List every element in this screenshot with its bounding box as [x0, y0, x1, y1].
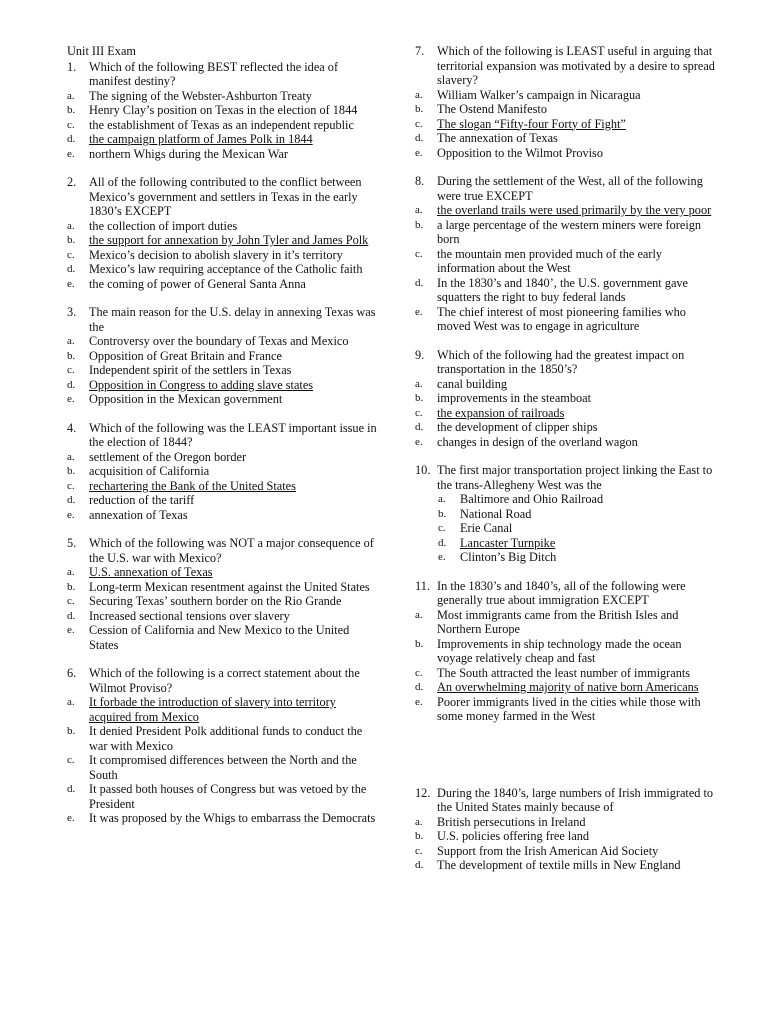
option-text: William Walker’s campaign in Nicaragua: [437, 87, 641, 102]
question-2: [67, 175, 379, 291]
option-text-correct: The slogan “Fifty-four Forty of Fight”: [437, 116, 626, 131]
option-label: c.: [67, 479, 75, 492]
option-label: b.: [67, 349, 76, 362]
option-label: c.: [415, 117, 423, 130]
option-label: e.: [67, 624, 75, 636]
option-label: b.: [415, 637, 424, 650]
option-text: The South attracted the least number of immigrants: [437, 665, 691, 680]
answer-option: [67, 811, 379, 826]
option-text: It was proposed by the Whigs to embarrass the Democrats: [89, 811, 376, 825]
option-text: Opposition in the Mexican government: [89, 392, 283, 406]
question-number: 3.: [67, 305, 77, 319]
option-label: e.: [67, 277, 75, 290]
answer-option: [67, 782, 379, 811]
question-text: All of the following contributed to the conflict between Mexico’s government and settlers in Texas in the early 1830’s EXCEPT: [89, 175, 362, 218]
question-9: [415, 348, 715, 450]
option-text: The chief interest of most pioneering families who moved West was to engage in agriculture: [437, 304, 686, 333]
option-label: e.: [67, 147, 75, 160]
option-text: Erie Canal: [460, 521, 513, 535]
left-column: [67, 44, 379, 840]
option-label: e.: [415, 146, 423, 159]
right-question-list: [415, 44, 715, 873]
option-text: In the 1830’s and 1840’, the U.S. government gave squatters the right to buy federal lands: [437, 275, 689, 304]
answer-option: [67, 277, 379, 292]
option-label: a.: [415, 88, 423, 101]
answer-option: [67, 147, 379, 162]
option-text: The development of textile mills in New England: [437, 858, 681, 872]
option-text: The signing of the Webster-Ashburton Treaty: [89, 88, 312, 103]
option-text: Most immigrants came from the British Isles and Northern Europe: [437, 607, 679, 636]
question-number: 9.: [415, 347, 425, 362]
option-text: Improvements in ship technology made the ocean voyage relatively cheap and fast: [437, 636, 682, 665]
option-label: c.: [67, 364, 75, 376]
answer-option: [415, 203, 715, 218]
question-text: In the 1830’s and 1840’s, all of the following were generally true about immigration EXCEPT: [437, 578, 686, 607]
question-text: During the 1840’s, large numbers of Irish immigrated to the United States mainly because of: [437, 785, 714, 814]
option-text: acquisition of California: [89, 464, 210, 478]
question-stem: [415, 579, 715, 608]
option-label: a.: [438, 493, 446, 505]
question-7: [415, 44, 715, 160]
option-label: a.: [67, 89, 75, 102]
answer-option: [415, 276, 715, 305]
option-label: e.: [67, 812, 75, 824]
answer-option: [67, 623, 379, 652]
option-label: a.: [67, 219, 75, 232]
option-label: d.: [415, 276, 424, 289]
option-text: The annexation of Texas: [437, 131, 558, 145]
option-label: c.: [415, 844, 423, 857]
option-text-correct: the campaign platform of James Polk in 1844: [89, 132, 313, 146]
option-label: b.: [415, 392, 424, 404]
answer-option: [415, 131, 715, 146]
answer-option: [415, 550, 715, 565]
answer-option: [67, 118, 379, 133]
answer-option: [415, 102, 715, 117]
option-text: National Road: [460, 506, 532, 521]
option-label: d.: [67, 609, 76, 622]
right-column: [415, 44, 715, 887]
answer-option: [415, 218, 715, 247]
question-12: [415, 786, 715, 873]
answer-option: [67, 609, 379, 624]
option-text: Opposition to the Wilmot Proviso: [437, 145, 603, 160]
answer-option: [67, 464, 379, 479]
answer-option: [415, 536, 715, 551]
option-text: Securing Texas’ southern border on the Rio Grande: [89, 594, 342, 608]
answer-option: [415, 391, 715, 406]
option-label: d.: [67, 783, 76, 795]
question-number: 8.: [415, 174, 425, 188]
option-label: b.: [67, 234, 76, 246]
answer-option: [67, 219, 379, 234]
answer-option: [67, 378, 379, 393]
option-text: It denied President Polk additional funds to conduct the war with Mexico: [89, 724, 363, 753]
question-text: Which of the following is a correct statement about the Wilmot Proviso?: [89, 666, 360, 695]
question-number: 1.: [67, 59, 77, 74]
option-text: Henry Clay’s position on Texas in the election of 1844: [89, 103, 358, 117]
option-text: settlement of the Oregon border: [89, 449, 247, 464]
option-label: b.: [415, 218, 424, 231]
answer-option: [415, 680, 715, 695]
option-text: the coming of power of General Santa Anna: [89, 276, 306, 291]
option-label: d.: [415, 681, 424, 693]
answer-option: [415, 858, 715, 873]
question-3: [67, 305, 379, 407]
option-text: British persecutions in Ireland: [437, 814, 586, 829]
question-stem: [67, 536, 379, 565]
question-number: 12.: [415, 785, 431, 800]
option-label: d.: [415, 132, 424, 144]
option-text: the establishment of Texas as an independent republic: [89, 117, 354, 132]
answer-option: [67, 262, 379, 277]
question-text: Which of the following was the LEAST important issue in the election of 1844?: [89, 420, 377, 449]
option-label: e.: [415, 695, 423, 708]
option-label: a.: [67, 696, 75, 708]
option-text: Independent spirit of the settlers in Texas: [89, 363, 292, 377]
option-label: d.: [67, 494, 76, 506]
option-text: annexation of Texas: [89, 507, 188, 522]
question-text: Which of the following is LEAST useful in arguing that territorial expansion was motivated by a desire to spread slavery?: [437, 44, 715, 87]
answer-option: [415, 247, 715, 276]
question-8: [415, 174, 715, 334]
option-label: a.: [415, 377, 423, 390]
option-label: e.: [67, 508, 75, 521]
option-label: c.: [415, 666, 423, 679]
option-label: a.: [67, 566, 75, 578]
option-label: b.: [415, 103, 424, 115]
question-stem: [67, 60, 379, 89]
answer-option: [67, 363, 379, 378]
option-label: b.: [415, 830, 424, 842]
answer-option: [415, 420, 715, 435]
option-label: b.: [67, 580, 76, 593]
option-text: Mexico’s law requiring acceptance of the Catholic faith: [89, 262, 363, 276]
option-label: e.: [415, 435, 423, 448]
option-text: It passed both houses of Congress but was vetoed by the President: [89, 782, 367, 811]
option-text-correct: the overland trails were used primarily by the very poor: [437, 203, 712, 217]
option-text: Clinton’s Big Ditch: [460, 550, 557, 564]
option-text: the collection of import duties: [89, 218, 238, 233]
answer-option: [415, 117, 715, 132]
question-stem: [67, 421, 379, 450]
option-label: a.: [67, 335, 75, 347]
question-4: [67, 421, 379, 523]
option-text: Poorer immigrants lived in the cities while those with some money farmed in the West: [437, 694, 701, 723]
question-number: 10.: [415, 463, 431, 477]
option-label: e.: [415, 305, 423, 318]
question-number: 6.: [67, 666, 77, 680]
answer-option: [415, 521, 715, 536]
question-stem: [415, 348, 715, 377]
option-text-correct: It forbade the introduction of slavery into territory acquired from Mexico: [89, 695, 336, 724]
option-label: a.: [415, 608, 423, 621]
answer-option: [67, 392, 379, 407]
option-text: Long-term Mexican resentment against the United States: [89, 579, 370, 594]
answer-option: [415, 305, 715, 334]
option-label: b.: [438, 507, 447, 520]
option-text: Increased sectional tensions over slavery: [89, 608, 290, 623]
option-text: changes in design of the overland wagon: [437, 434, 638, 449]
answer-option: [67, 724, 379, 753]
question-11: [415, 579, 715, 724]
option-text: Cession of California and New Mexico to the United States: [89, 623, 350, 652]
option-text-correct: U.S. annexation of Texas: [89, 565, 213, 579]
option-text-correct: Opposition in Congress to adding slave states: [89, 377, 314, 392]
question-number: 11.: [415, 578, 430, 593]
question-number: 2.: [67, 175, 77, 189]
option-text: Opposition of Great Britain and France: [89, 348, 282, 363]
question-6: [67, 666, 379, 826]
answer-option: [67, 565, 379, 580]
option-label: c.: [67, 754, 75, 766]
question-stem: [67, 305, 379, 334]
option-label: c.: [67, 118, 75, 131]
answer-option: [67, 580, 379, 595]
answer-option: [415, 507, 715, 522]
option-text: Baltimore and Ohio Railroad: [460, 492, 604, 506]
question-text: The first major transportation project linking the East to the trans-Allegheny West was the: [437, 463, 713, 492]
answer-option: [67, 493, 379, 508]
option-text: canal building: [437, 376, 508, 391]
answer-option: [67, 334, 379, 349]
option-text: The Ostend Manifesto: [437, 102, 547, 116]
option-text: the development of clipper ships: [437, 420, 598, 434]
option-text: northern Whigs during the Mexican War: [89, 146, 289, 161]
option-label: b.: [67, 104, 76, 116]
option-label: d.: [415, 859, 424, 871]
option-label: d.: [67, 263, 76, 275]
option-label: c.: [438, 522, 446, 534]
option-label: e.: [67, 393, 75, 405]
option-label: c.: [67, 248, 75, 261]
answer-option: [67, 508, 379, 523]
option-label: c.: [415, 247, 423, 260]
option-text-correct: An overwhelming majority of native born Americans: [437, 680, 699, 694]
answer-option: [415, 695, 715, 724]
question-1: [67, 60, 379, 162]
question-text: Which of the following BEST reflected the idea of manifest destiny?: [89, 59, 339, 88]
option-label: d.: [438, 536, 447, 549]
answer-option: [67, 132, 379, 147]
answer-option: [415, 88, 715, 103]
answer-option: [415, 829, 715, 844]
option-text-correct: the support for annexation by John Tyler and James Polk: [89, 233, 369, 247]
question-text: Which of the following was NOT a major consequence of the U.S. war with Mexico?: [89, 536, 374, 565]
option-label: b.: [67, 725, 76, 737]
answer-option: [67, 233, 379, 248]
option-text-correct: Lancaster Turnpike: [460, 535, 556, 550]
option-label: a.: [415, 815, 423, 828]
question-text: The main reason for the U.S. delay in annexing Texas was the: [89, 305, 376, 334]
option-label: d.: [67, 378, 76, 391]
question-stem: [415, 44, 715, 88]
answer-option: [67, 349, 379, 364]
option-label: a.: [67, 450, 75, 463]
question-stem: [67, 666, 379, 695]
option-text-correct: rechartering the Bank of the United States: [89, 478, 296, 493]
answer-option: [415, 435, 715, 450]
option-text: U.S. policies offering free land: [437, 829, 590, 843]
answer-option: [415, 666, 715, 681]
answer-option: [415, 377, 715, 392]
option-label: c.: [67, 595, 75, 607]
question-text: During the settlement of the West, all of the following were true EXCEPT: [437, 174, 703, 203]
option-label: b.: [67, 465, 76, 477]
left-question-list: [67, 60, 379, 826]
option-label: a.: [415, 204, 423, 216]
answer-option: [415, 146, 715, 161]
answer-option: [67, 103, 379, 118]
option-text: Support from the Irish American Aid Society: [437, 843, 659, 858]
answer-option: [67, 753, 379, 782]
answer-option: [67, 695, 379, 724]
question-stem: [67, 175, 379, 219]
exam-title: Unit III Exam: [67, 44, 136, 58]
question-10: [415, 463, 715, 565]
option-label: d.: [67, 133, 76, 145]
answer-option: [67, 248, 379, 263]
option-text-correct: the expansion of railroads: [437, 405, 565, 420]
option-text: a large percentage of the western miners were foreign born: [437, 217, 702, 246]
question-5: [67, 536, 379, 652]
question-number: 5.: [67, 536, 77, 550]
question-number: 4.: [67, 420, 77, 435]
question-text: Which of the following had the greatest impact on transportation in the 1850’s?: [437, 347, 685, 376]
option-label: c.: [415, 406, 423, 419]
answer-option: [415, 844, 715, 859]
option-label: d.: [415, 421, 424, 433]
answer-option: [415, 815, 715, 830]
answer-option: [67, 89, 379, 104]
option-text: the mountain men provided much of the early information about the West: [437, 246, 663, 275]
answer-option: [67, 450, 379, 465]
option-text: It compromised differences between the North and the South: [89, 753, 357, 782]
option-text: improvements in the steamboat: [437, 391, 592, 405]
answer-option: [415, 637, 715, 666]
question-stem: [415, 174, 715, 203]
answer-option: [415, 608, 715, 637]
answer-option: [67, 594, 379, 609]
question-stem: [415, 463, 715, 492]
option-label: e.: [438, 551, 446, 563]
answer-option: [415, 406, 715, 421]
option-text: Controversy over the boundary of Texas and Mexico: [89, 334, 349, 348]
question-number: 7.: [415, 44, 425, 58]
answer-option: [415, 492, 715, 507]
option-text: reduction of the tariff: [89, 493, 195, 507]
option-text: Mexico’s decision to abolish slavery in it’s territory: [89, 247, 343, 262]
answer-option: [67, 479, 379, 494]
question-stem: [415, 786, 715, 815]
